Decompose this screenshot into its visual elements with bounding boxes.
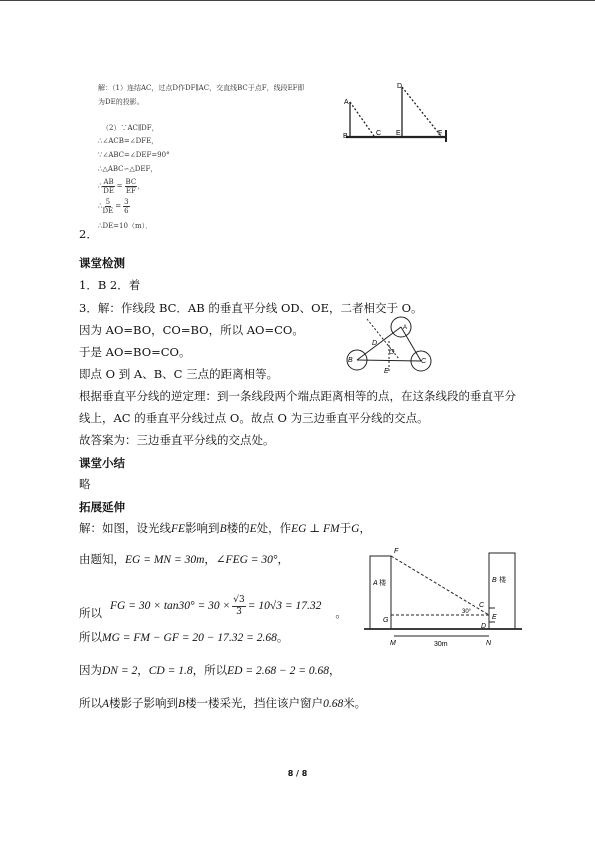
fig3-label-d: D (481, 623, 487, 630)
scan-line-9: ∴DE=10（m）． (98, 222, 153, 230)
scan-l7-f1n: AB (103, 178, 114, 186)
scan-line-2: 为DE的投影。 (98, 98, 144, 106)
ext-text: ， (359, 521, 371, 535)
scan-line-6: ∴△ABC∽△DEF， (98, 165, 158, 173)
scan-line-3: （2）∵AC∥DF， (102, 124, 159, 132)
ext-line-2 (79, 552, 289, 567)
scan-l8-frac1 (102, 198, 113, 215)
section-heading-extension: 拓展延伸 (79, 500, 125, 514)
ext-math: EG ⊥ FM (291, 523, 340, 535)
para-5: 于是 AO=BO=CO。 (79, 345, 191, 359)
fig2-label-o: O (389, 349, 395, 356)
sqrt3-over-3 (232, 595, 245, 618)
scan-l7-f2n: BC (125, 178, 137, 186)
ext-math: FG = 30 × tan30° = 30 × (110, 600, 231, 612)
scan-line-4: ∴∠ACB=∠DFE， (98, 137, 159, 145)
page-number: 8 / 8 (287, 769, 308, 778)
ext-text: 楼影子影响到 (109, 696, 179, 710)
ext-math: B (178, 698, 186, 710)
scan-l8-f2n: 3 (124, 198, 129, 206)
ext-math: G (351, 523, 360, 535)
fig3-label-g: G (383, 617, 389, 624)
fig3-label-m: M (390, 640, 396, 647)
ext-text: ，所以 (192, 663, 228, 677)
ext-line-3 (79, 592, 347, 620)
ray-ac (350, 102, 374, 136)
ext-math: B (219, 523, 227, 535)
fig1-label-e: E (396, 130, 401, 137)
fig3-distance-label: 30m (434, 641, 448, 648)
ext-text: 楼一楼采光，挡住该户窗户 (185, 696, 324, 710)
ext-text: 解：如图，设光线 (79, 521, 171, 535)
ext-text: 所以 (79, 606, 102, 620)
fig3-label-n: N (486, 640, 492, 647)
ext-text: 。 (335, 606, 347, 620)
ext-line-6 (79, 696, 366, 711)
ext-math: 0.68 (323, 698, 344, 710)
scan-l7-eq: = (116, 182, 123, 190)
fig3-label-a: A (373, 580, 378, 587)
question-2-number: 2． (79, 227, 98, 241)
para-7b: 线上，AC 的垂直平分线过点 O。故点 O 为三边垂直平分线的交点。 (79, 411, 429, 425)
ext-math: ED = 2.68 − 2 = 0.68 (227, 665, 329, 677)
fig2-label-d: D (372, 340, 378, 347)
fig2-label-b: B (348, 357, 353, 364)
scan-l7-frac1 (102, 178, 114, 195)
ext-text: 米。 (343, 696, 367, 710)
frac-den: 3 (236, 606, 242, 617)
scan-l8-f2d: 6 (124, 207, 129, 215)
fig3-label-f: F (394, 548, 399, 555)
ext-text: 由题知， (79, 552, 125, 566)
ray-df (402, 87, 441, 136)
scan-line-1: 解：（1）连结AC，过点D作DF∥AC，交直线BC于点F，线段EF即 (98, 84, 305, 92)
ext-math: = 10√3 = 17.32 (247, 600, 322, 612)
para-8: 故答案为：三边垂直平分线的交点处。 (79, 433, 275, 447)
scan-l8-prefix: ∴ (98, 202, 103, 210)
fig3-label-a-lou: 楼 (379, 580, 386, 587)
sun-ray-fe (391, 556, 489, 615)
scan-l8-eq: = (115, 202, 122, 210)
ext-text: ， (204, 552, 216, 566)
answers-1-2: 1．B 2．着 (79, 278, 141, 292)
buildings-figure (358, 540, 530, 652)
fig3-label-b: B (492, 577, 497, 584)
ext-line-4 (79, 630, 288, 645)
scan-l8-f1n: 5 (105, 198, 111, 206)
scan-l8-frac2 (123, 198, 129, 215)
scan-l7-f2d: EF (125, 187, 136, 195)
shadow-figure (338, 80, 460, 146)
section-heading-check: 课堂检测 (79, 256, 125, 270)
ext-line-1 (79, 521, 371, 536)
section-heading-summary: 课堂小结 (79, 456, 125, 470)
ext-math: MG = FM − GF = 20 − 17.32 = 2.68 (102, 632, 277, 644)
ext-math: DN = 2 (102, 665, 138, 677)
ext-math: FE (171, 523, 186, 535)
para-3: 3．解：作线段 BC．AB 的垂直平分线 OD、OE，二者相交于 O。 (79, 301, 423, 315)
summary-text: 略 (79, 477, 91, 491)
fig1-label-a: A (344, 99, 349, 106)
para-6: 即点 O 到 A、B、C 三点的距离相等。 (79, 367, 279, 381)
ext-text: 楼的 (226, 521, 250, 535)
ext-text: ， (137, 663, 149, 677)
fig3-label-b-lou: 楼 (499, 577, 506, 584)
fig2-label-c: C (421, 358, 427, 365)
ext-math: CD = 1.8 (148, 665, 193, 677)
ext-text: 。 (276, 630, 289, 644)
para-7a: 根据垂直平分线的逆定理：到一条线段两个端点距离相等的点，在这条线段的垂直平分 (79, 389, 516, 403)
ext-math: EG = MN = 30m (125, 554, 205, 566)
ext-text: ， (329, 663, 341, 677)
ext-text: 于 (339, 521, 352, 535)
fig3-label-c: C (479, 602, 485, 609)
fig1-label-b: B (343, 133, 348, 140)
ext-text: 所以 (79, 630, 102, 644)
frac-num: √3 (233, 594, 245, 605)
fig2-label-e: E (384, 368, 389, 375)
scan-line-5: ∵∠ABC=∠DEF=90° (98, 151, 170, 159)
page-top-border (0, 0, 595, 1)
ext-math: A (102, 698, 110, 710)
scan-line-7 (98, 178, 144, 195)
ext-math: ∠FEG = 30° (215, 554, 278, 566)
ext-text: 所以 (79, 696, 102, 710)
scan-l7-f1d: DE (103, 187, 114, 195)
scan-l7-prefix: ∴ (98, 182, 103, 190)
scan-l7-suffix: ， (137, 182, 145, 190)
scan-l7-frac2 (125, 178, 138, 195)
ext-text: 因为 (79, 663, 102, 677)
ext-text: 处，作 (256, 521, 292, 535)
scan-l8-f1d: DE (102, 207, 114, 215)
ext-text: ， (277, 552, 290, 566)
segment-ac (401, 327, 421, 361)
ext-math: E (249, 523, 257, 535)
fig1-label-c: C (376, 130, 382, 137)
ext-text: 影响到 (185, 521, 220, 535)
ext-line-5 (79, 663, 341, 678)
fig1-label-d: D (397, 83, 403, 90)
fig3-label-e: E (492, 614, 497, 621)
scan-line-8 (98, 198, 130, 215)
circles-figure (345, 311, 435, 376)
fig1-label-f: F (438, 130, 443, 137)
para-4: 因为 AO=BO，CO=BO，所以 AO=CO。 (79, 323, 304, 337)
fig3-angle-label: 30° (462, 609, 472, 615)
fig2-label-a: A (403, 325, 408, 331)
